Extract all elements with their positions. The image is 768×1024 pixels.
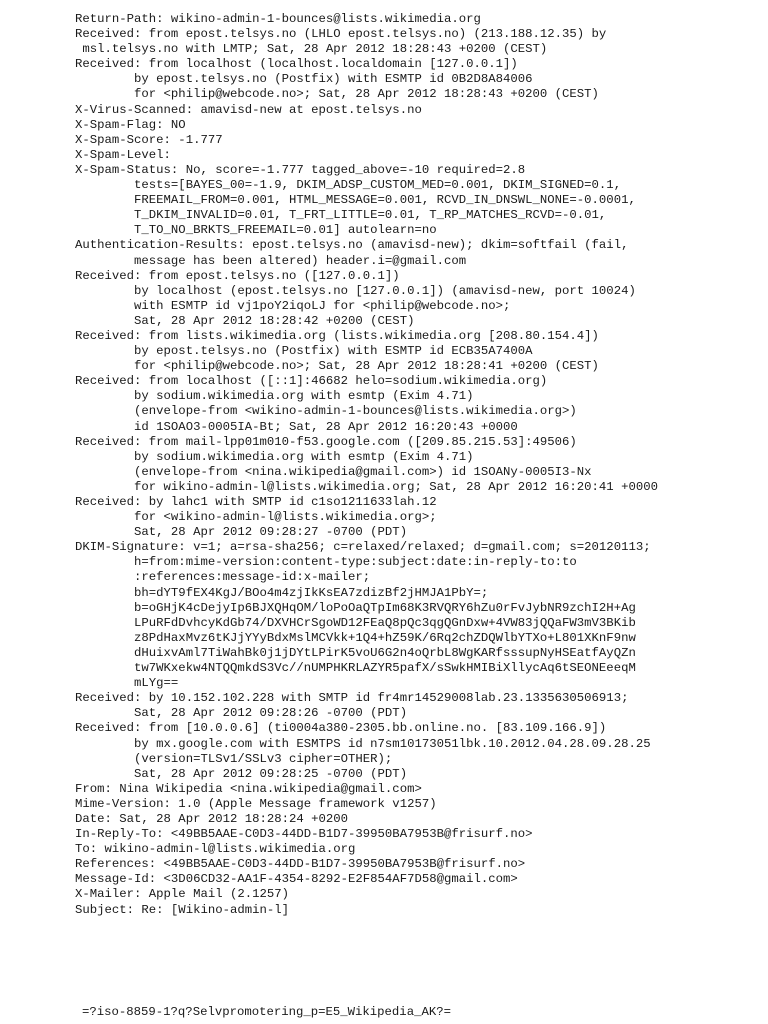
header-line: :references:message-id:x-mailer;	[75, 570, 371, 585]
header-line: by sodium.wikimedia.org with esmtp (Exim 4.71)	[75, 449, 474, 464]
header-line: Received: from mail-lpp01m010-f53.google.com ([209.85.215.53]:49506)	[75, 434, 577, 449]
header-line: (version=TLSv1/SSLv3 cipher=OTHER);	[75, 751, 393, 766]
header-line: Received: by 10.152.102.228 with SMTP id fr4mr14529008lab.23.1335630506913;	[75, 691, 629, 706]
header-line: by epost.telsys.no (Postfix) with ESMTP id 0B2D8A84006	[75, 72, 533, 87]
header-line: Received: from epost.telsys.no (LHLO epost.telsys.no) (213.188.12.35) by	[75, 27, 607, 42]
header-line: (envelope-from <nina.wikipedia@gmail.com>) id 1SOANy-0005I3-Nx	[75, 464, 592, 479]
header-line: Sat, 28 Apr 2012 09:28:27 -0700 (PDT)	[75, 525, 408, 540]
header-line: Message-Id: <3D06CD32-AA1F-4354-8292-E2F854AF7D58@gmail.com>	[75, 872, 518, 887]
header-line: Received: from localhost (localhost.localdomain [127.0.0.1])	[75, 57, 518, 72]
header-line: X-Mailer: Apple Mail (2.1257)	[75, 887, 290, 902]
header-line: id 1SOAO3-0005IA-Bt; Sat, 28 Apr 2012 16:20:43 +0000	[75, 419, 518, 434]
header-line: tests=[BAYES_00=-1.9, DKIM_ADSP_CUSTOM_MED=0.001, DKIM_SIGNED=0.1,	[75, 178, 622, 193]
header-line: X-Virus-Scanned: amavisd-new at epost.telsys.no	[75, 102, 422, 117]
header-line: Authentication-Results: epost.telsys.no (amavisd-new); dkim=softfail (fail,	[75, 238, 629, 253]
encoded-subject-line: =?iso-8859-1?q?Selvpromotering_p=E5_Wikipedia_AK?=	[82, 1005, 451, 1019]
header-line: In-Reply-To: <49BB5AAE-C0D3-44DD-B1D7-39950BA7953B@frisurf.no>	[75, 827, 533, 842]
header-line: Date: Sat, 28 Apr 2012 18:28:24 +0200	[75, 811, 349, 826]
header-line: Received: from lists.wikimedia.org (lists.wikimedia.org [208.80.154.4])	[75, 328, 599, 343]
header-line: Mime-Version: 1.0 (Apple Message framework v1257)	[75, 796, 437, 811]
header-line: From: Nina Wikipedia <nina.wikipedia@gmail.com>	[75, 781, 422, 796]
header-line: for <philip@webcode.no>; Sat, 28 Apr 2012 18:28:41 +0200 (CEST)	[75, 359, 599, 374]
header-line: X-Spam-Score: -1.777	[75, 132, 223, 147]
email-header-block	[75, 12, 658, 918]
header-line: T_DKIM_INVALID=0.01, T_FRT_LITTLE=0.01, T_RP_MATCHES_RCVD=-0.01,	[75, 208, 607, 223]
header-line: Received: from localhost ([::1]:46682 helo=sodium.wikimedia.org)	[75, 374, 548, 389]
header-line: T_TO_NO_BRKTS_FREEMAIL=0.01] autolearn=no	[75, 223, 437, 238]
header-line: dHuixvAml7TiWahBk0j1jDYtLPirK5voU6G2n4oQrbL8WgKARfsssupNyHSEatfAyQZn	[75, 645, 636, 660]
header-line: (envelope-from <wikino-admin-1-bounces@lists.wikimedia.org>)	[75, 404, 577, 419]
header-line: Return-Path: wikino-admin-1-bounces@lists.wikimedia.org	[75, 12, 481, 26]
header-line: LPuRFdDvhcyKdGb74/DXVHCrSgoWD12FEaQ8pQc3qgQGnDxw+4VW83jQQaFW3mV3BKib	[75, 615, 636, 630]
header-line: Subject: Re: [Wikino-admin-l]	[75, 902, 290, 917]
header-line: by epost.telsys.no (Postfix) with ESMTP id ECB35A7400A	[75, 344, 533, 359]
header-line: by localhost (epost.telsys.no [127.0.0.1]) (amavisd-new, port 10024)	[75, 283, 636, 298]
header-line: z8PdHaxMvz6tKJjYYyBdxMslMCVkk+1Q4+hZ59K/6Rq2chZDQWlbYTXo+L801XKnF9nw	[75, 630, 636, 645]
header-line: Sat, 28 Apr 2012 18:28:42 +0200 (CEST)	[75, 313, 415, 328]
header-line: X-Spam-Level:	[75, 147, 171, 162]
header-line: tw7WKxekw4NTQQmkdS3Vc//nUMPHKRLAZYR5pafX/sSwkHMIBiXllycAq6tSEONEeeqM	[75, 661, 636, 676]
header-line: X-Spam-Flag: NO	[75, 117, 186, 132]
header-line: h=from:mime-version:content-type:subject:date:in-reply-to:to	[75, 555, 577, 570]
header-line: bh=dYT9fEX4KgJ/BOo4m4zjIkKsEA7zdizBf2jHMJA1PbY=;	[75, 585, 489, 600]
header-line: for <wikino-admin-l@lists.wikimedia.org>;	[75, 510, 437, 525]
header-line: Received: from epost.telsys.no ([127.0.0.1])	[75, 268, 400, 283]
header-line: message has been altered) header.i=@gmail.com	[75, 253, 467, 268]
header-line: Sat, 28 Apr 2012 09:28:26 -0700 (PDT)	[75, 706, 408, 721]
header-line: DKIM-Signature: v=1; a=rsa-sha256; c=relaxed/relaxed; d=gmail.com; s=20120113;	[75, 540, 651, 555]
header-line: Received: by lahc1 with SMTP id c1so1211633lah.12	[75, 495, 437, 509]
header-line: X-Spam-Status: No, score=-1.777 tagged_above=-10 required=2.8	[75, 162, 526, 177]
header-line: msl.telsys.no with LMTP; Sat, 28 Apr 2012 18:28:43 +0200 (CEST)	[75, 42, 548, 57]
header-line: Received: from [10.0.0.6] (ti0004a380-2305.bb.online.no. [83.109.166.9])	[75, 721, 607, 736]
header-line: References: <49BB5AAE-C0D3-44DD-B1D7-39950BA7953B@frisurf.no>	[75, 857, 526, 872]
header-line: b=oGHjK4cDejyIp6BJXQHqOM/loPoOaQTpIm68K3RVQRY6hZu0rFvJybNR9zchI2H+Ag	[75, 600, 636, 615]
header-line: FREEMAIL_FROM=0.001, HTML_MESSAGE=0.001, RCVD_IN_DNSWL_NONE=-0.0001,	[75, 193, 636, 208]
header-line: mLYg==	[75, 676, 179, 691]
header-line: Sat, 28 Apr 2012 09:28:25 -0700 (PDT)	[75, 766, 408, 781]
header-line: by mx.google.com with ESMTPS id n7sm10173051lbk.10.2012.04.28.09.28.25	[75, 736, 651, 751]
header-line: for wikino-admin-l@lists.wikimedia.org; Sat, 28 Apr 2012 16:20:41 +0000	[75, 479, 658, 494]
header-line: with ESMTP id vj1poY2iqoLJ for <philip@webcode.no>;	[75, 298, 511, 313]
header-line: for <philip@webcode.no>; Sat, 28 Apr 2012 18:28:43 +0200 (CEST)	[75, 87, 599, 102]
header-line: by sodium.wikimedia.org with esmtp (Exim 4.71)	[75, 389, 474, 404]
header-line: To: wikino-admin-l@lists.wikimedia.org	[75, 842, 356, 857]
